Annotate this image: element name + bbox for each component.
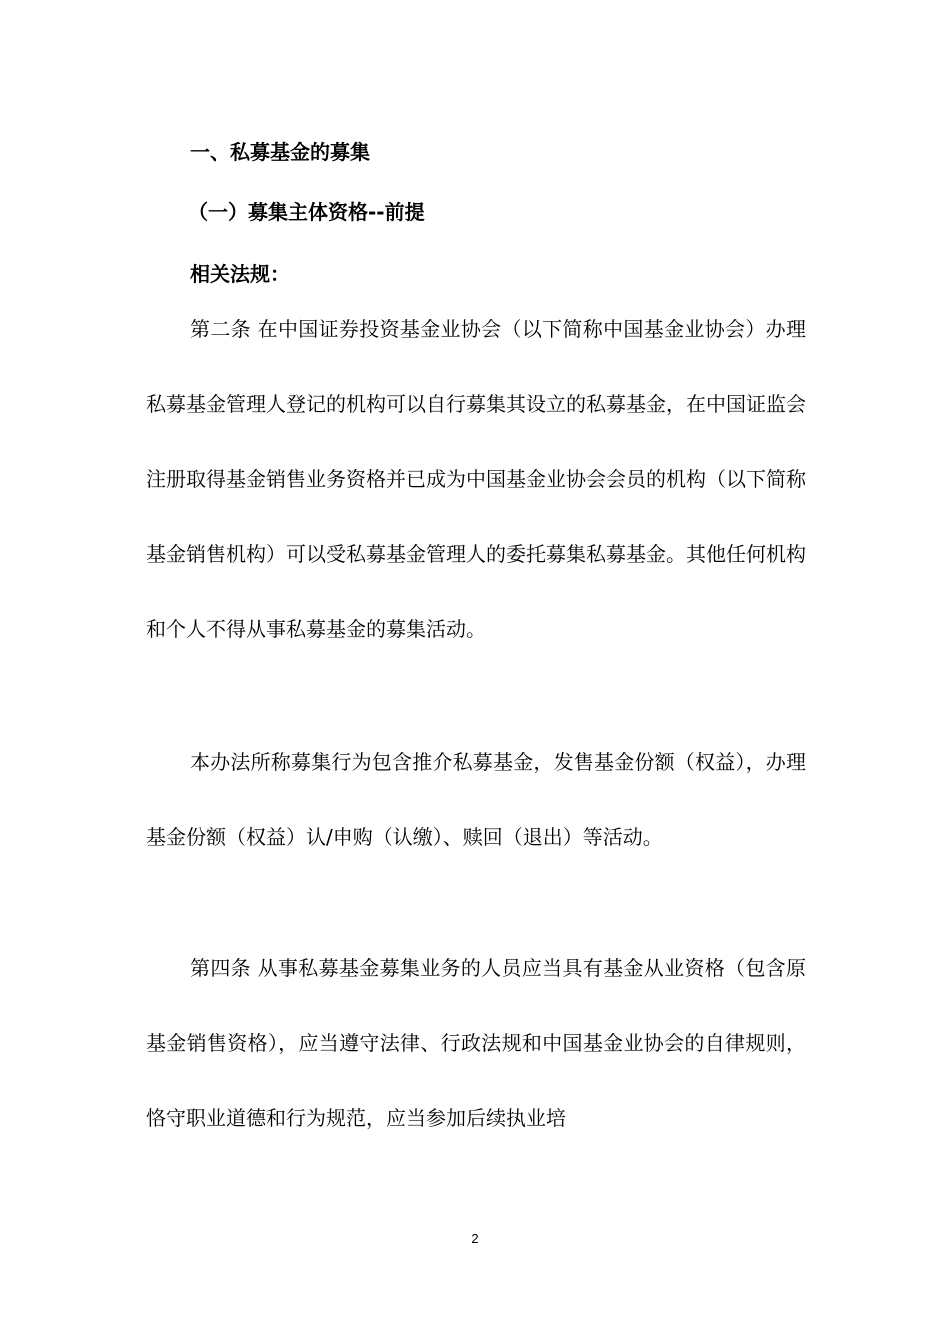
section-heading: 一、私募基金的募集: [190, 140, 370, 164]
paragraph-article-2: 第二条 在中国证券投资基金业协会（以下简称中国基金业协会）办理私募基金管理人登记的机构可以自行募集其设立的私募基金，在中国证监会注册取得基金销售业务资格并已成为中国基金业协会会员的机构（以下简称基金销售机构）可以受私募基金管理人的委托募集私募基金。其他任何机构和个人不得从事私募基金的募集活动。: [146, 317, 806, 641]
page-number: 2: [471, 1231, 479, 1246]
paragraph-fundraising-definition: 本办法所称募集行为包含推介私募基金，发售基金份额（权益），办理基金份额（权益）认/申购（认缴）、赎回（退出）等活动。: [146, 750, 806, 849]
subsection-heading: （一）募集主体资格--前提: [188, 200, 425, 224]
paragraph-article-4: 第四条 从事私募基金募集业务的人员应当具有基金从业资格（包含原基金销售资格），应当遵守法律、行政法规和中国基金业协会的自律规则，恪守职业道德和行为规范，应当参加后续执业培: [146, 956, 806, 1130]
regulations-heading: 相关法规：: [190, 262, 290, 286]
